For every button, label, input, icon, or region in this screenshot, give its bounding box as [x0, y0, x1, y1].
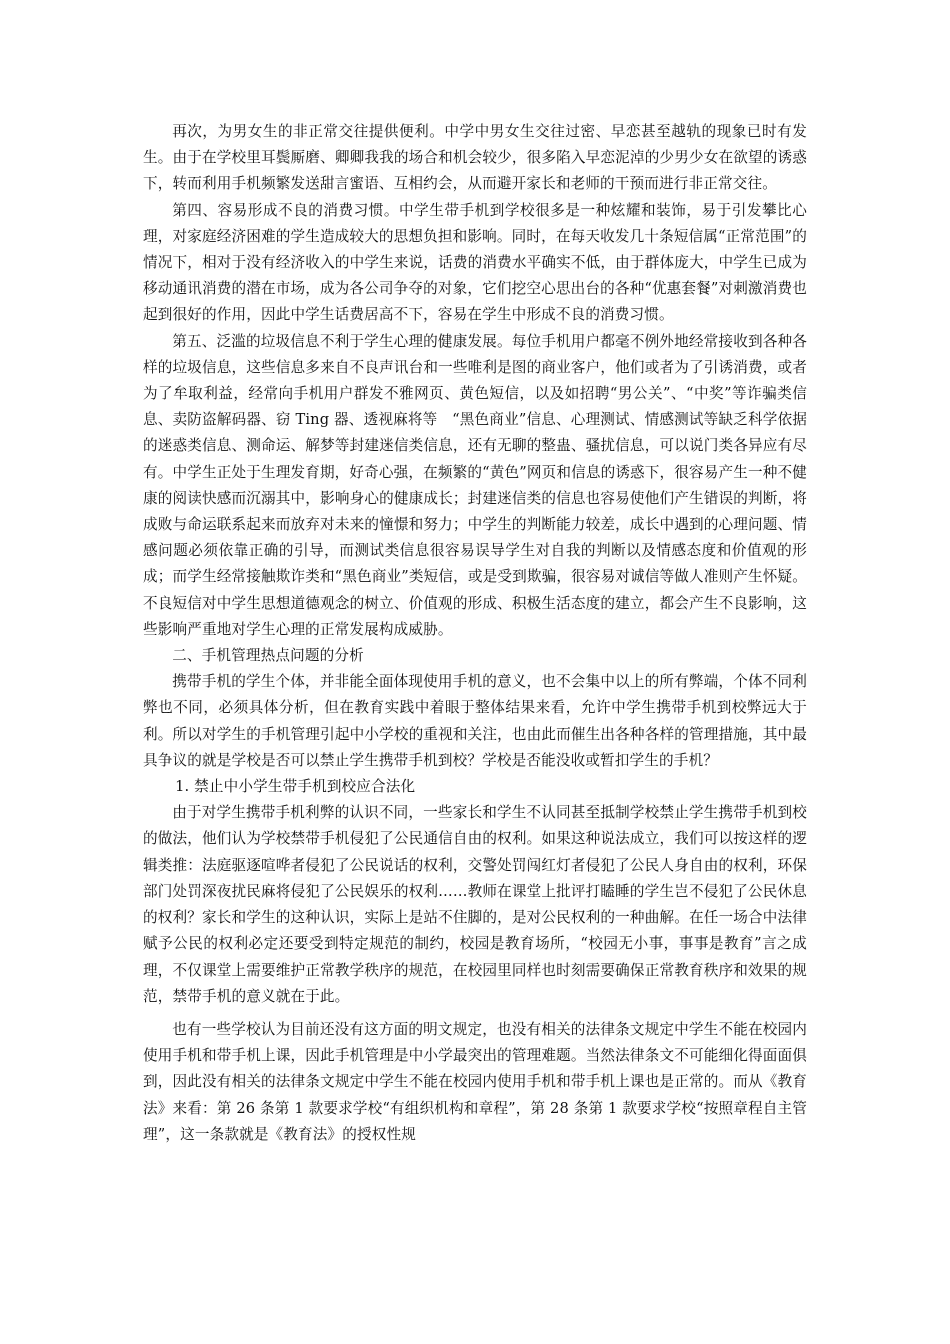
paragraph-law-regulation: 也有一些学校认为目前还没有这方面的明文规定，也没有相关的法律条文规定中学生不能在校园内使用手机和带手机上课，因此手机管理是中小学最突出的管理难题。当然法律条文不可能细化得面面俱到，因此没有相关的法律条文规定中学生不能在校园内使用手机和带手机上课也是正常的。而从《教育法》来看：第 26 条第 1 款要求学校“有组织机构和章程”，第 28 条第 1 款要求学校“按照章程自主管理”，这一条款就是《教育法》的授权性规 [143, 1020, 807, 1143]
document-body [143, 119, 807, 1148]
paragraph-fourth-point: 第四、容易形成不良的消费习惯。中学生带手机到学校很多是一种炫耀和装饰，易于引发攀比心理，对家庭经济困难的学生造成较大的思想负担和影响。同时，在每天收发几十条短信属“正常范围”的情况下，相对于没有经济收入的中学生来说，话费的消费水平确实不低，由于群体庞大，中学生已成为移动通讯消费的潜在市场，成为各公司争夺的对象，它们挖空心思出台的各种“优惠套餐”对刺激消费也起到很好的作用，因此中学生话费居高不下，容易在学生中形成不良的消费习惯。 [143, 201, 807, 324]
subheading-ban-legalization: 1. 禁止中小学生带手机到校应合法化 [175, 778, 416, 796]
paragraph-analysis-intro: 携带手机的学生个体，并非能全面体现使用手机的意义，也不会集中以上的所有弊端，个体不同利弊也不同，必须具体分析，但在教育实践中着眼于整体结果来看，允许中学生携带手机到校弊远大于利。所以对学生的手机管理引起中小学校的重视和关注，也由此而催生出各种各样的管理措施，其中最具争议的就是学校是否可以禁止学生携带手机到校？学校是否能没收或暂扣学生的手机？ [143, 673, 807, 769]
paragraph-fifth-point: 第五、泛滥的垃圾信息不利于学生心理的健康发展。每位手机用户都毫不例外地经常接收到各种各样的垃圾信息，这些信息多来自不良声讯台和一些唯利是图的商业客户，他们或者为了引诱消费，或者为了牟取利益，经常向手机用户群发不雅网页、黄色短信，以及如招聘“男公关”、“中奖”等诈骗类信息、卖防盗解码器、窃 Ting 器、透视麻将等 “黑色商业”信息、心理测试、情感测试等缺乏科学依据的迷惑类信息、测命运、解梦等封建迷信类信息，还有无聊的整蛊、骚扰信息，可以说门类各异应有尽有。中学生正处于生理发育期，好奇心强，在频繁的“黄色”网页和信息的诱惑下，很容易产生一种不健康的阅读快感而沉溺其中，影响身心的健康成长；封建迷信类的信息也容易使他们产生错误的判断，将成败与命运联系起来而放弃对未来的憧憬和努力；中学生的判断能力较差，成长中遇到的心理问题、情感问题必须依靠正确的引导，而测试类信息很容易误导学生对自我的判断以及情感态度和价值观的形成；而学生经常接触欺诈类和“黑色商业”类短信，或是受到欺骗，很容易对诚信等做人准则产生怀疑。不良短信对中学生思想道德观念的树立、价值观的形成、积极生活态度的建立，都会产生不良影响，这些影响严重地对学生心理的正常发展构成威胁。 [143, 332, 807, 638]
section-heading-analysis: 二、手机管理热点问题的分析 [172, 647, 364, 665]
paragraph-ban-argument: 由于对学生携带手机利弊的认识不同，一些家长和学生不认同甚至抵制学校禁止学生携带手机到校的做法，他们认为学校禁带手机侵犯了公民通信自由的权利。如果这种说法成立，我们可以按这样的逻辑类推：法庭驱逐喧哗者侵犯了公民说话的权利，交警处罚闯红灯者侵犯了公民人身自由的权利，环保部门处罚深夜扰民麻将侵犯了公民娱乐的权利……教师在课堂上批评打瞌睡的学生岂不侵犯了公民休息的权利？家长和学生的这种认识，实际上是站不住脚的，是对公民权利的一种曲解。在任一场合中法律赋予公民的权利必定还要受到特定规范的制约，校园是教育场所，“校园无小事，事事是教育”言之成理，不仅课堂上需要维护正常教学秩序的规范，在校园里同样也时刻需要确保正常教育秩序和效果的规范，禁带手机的意义就在于此。 [143, 804, 807, 1005]
paragraph-third-point: 再次，为男女生的非正常交往提供便利。中学中男女生交往过密、早恋甚至越轨的现象已时有发生。由于在学校里耳鬓厮磨、卿卿我我的场合和机会较少，很多陷入早恋泥淖的少男少女在欲望的诱惑下，转而利用手机频繁发送甜言蜜语、互相约会，从而避开家长和老师的干预而进行非正常交往。 [143, 123, 807, 193]
